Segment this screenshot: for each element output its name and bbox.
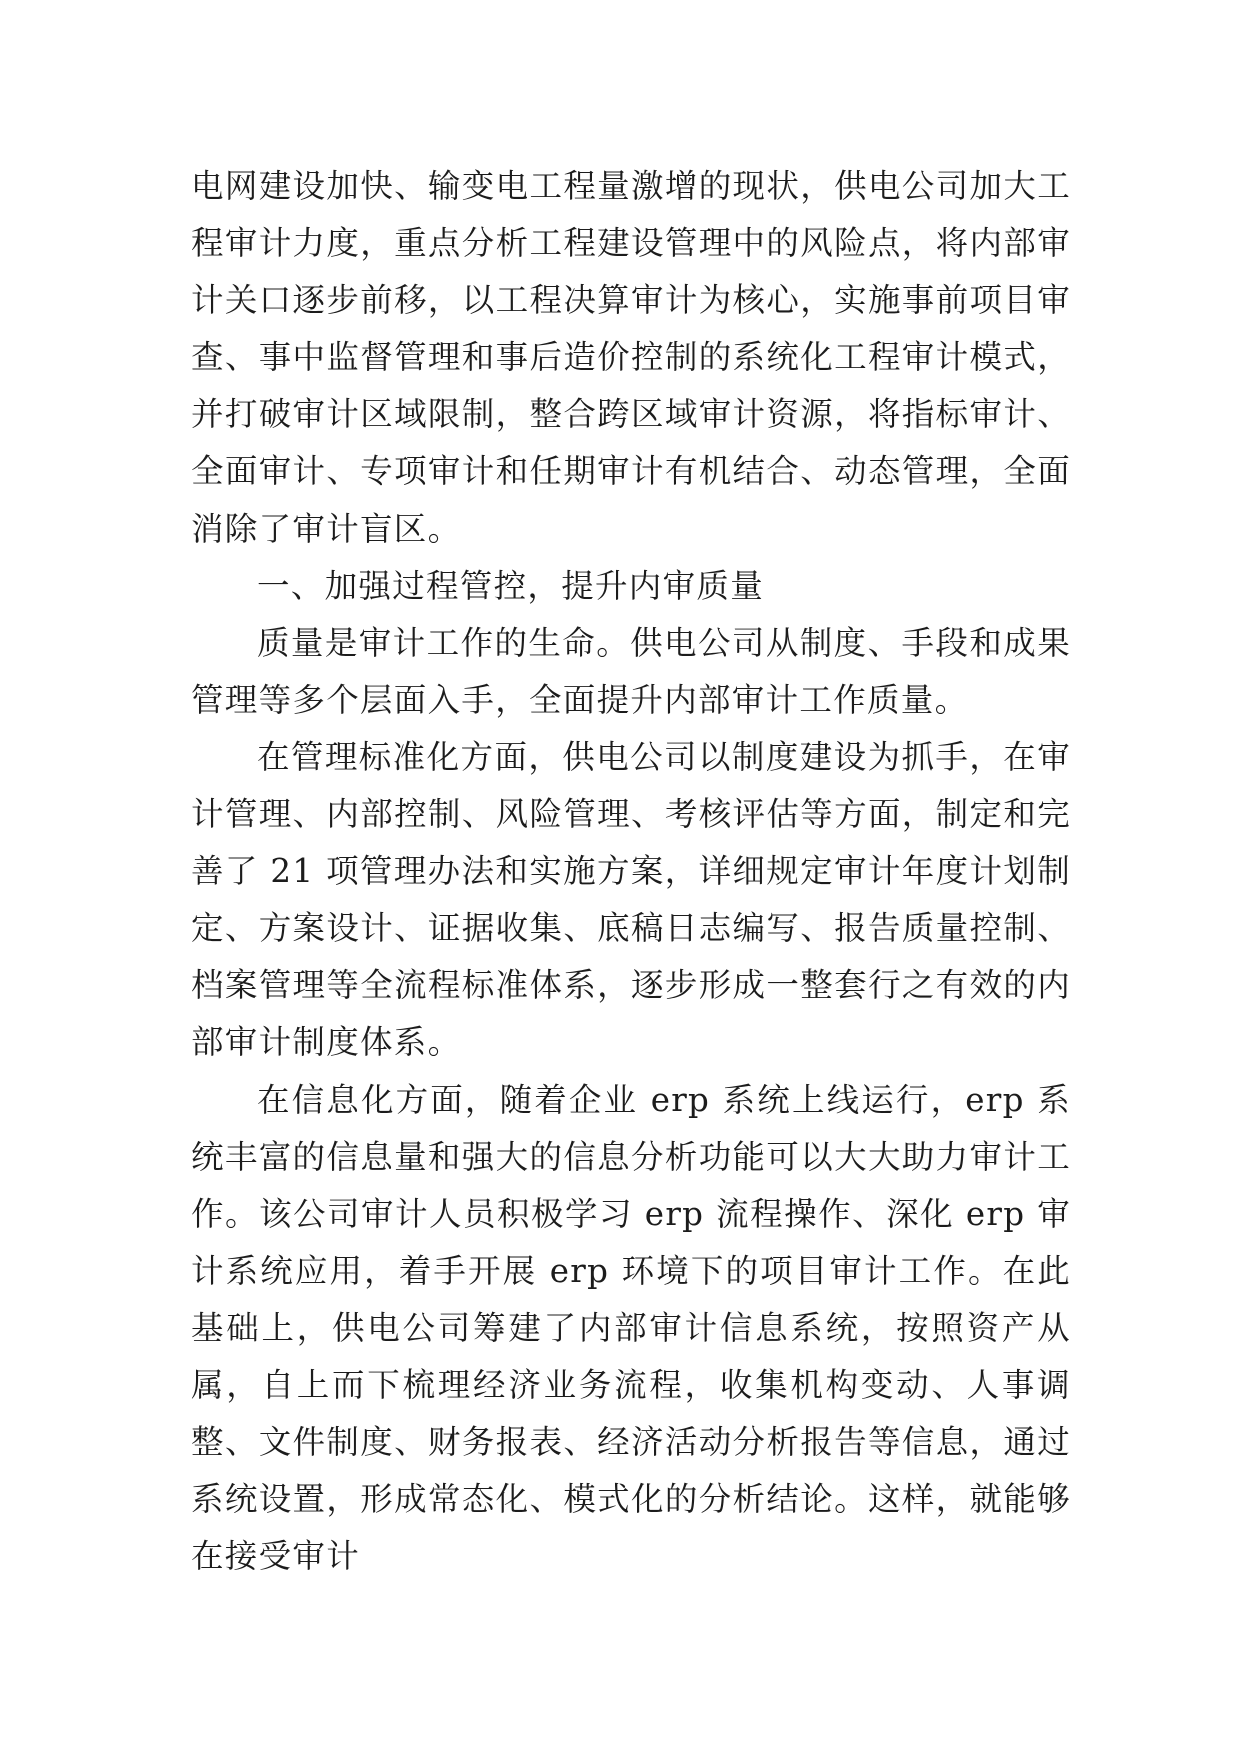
paragraph-standardization: 在管理标准化方面，供电公司以制度建设为抓手，在审计管理、内部控制、风险管理、考核评估等方面，制定和完善了 21 项管理办法和实施方案，详细规定审计年度计划制定、方案设计、证据收集、底稿日志编写、报告质量控制、档案管理等全流程标准体系，逐步形成一整套行之有效的内部审计制度体系。 bbox=[191, 737, 1071, 1062]
paragraph-informatization: 在信息化方面，随着企业 erp 系统上线运行，erp 系统丰富的信息量和强大的信息分析功能可以大大助力审计工作。该公司审计人员积极学习 erp 流程操作、深化 erp 审计系统应用，着手开展 erp 环境下的项目审计工作。在此基础上，供电公司筹建了内部审计信息系统，按照资产从属，自上而下梳理经济业务流程，收集机构变动、人事调整、文件制度、财务报表、经济活动分析报告等信息，通过系统设置，形成常态化、模式化的分析结论。这样，就能够在接受审计 bbox=[191, 1080, 1071, 1576]
section-heading: 一、加强过程管控，提升内审质量 bbox=[257, 566, 765, 605]
paragraph-quality: 质量是审计工作的生命。供电公司从制度、手段和成果管理等多个层面入手，全面提升内部审计工作质量。 bbox=[191, 623, 1071, 719]
body-text bbox=[191, 158, 1071, 1585]
paragraph-continued: 电网建设加快、输变电工程量激增的现状，供电公司加大工程审计力度，重点分析工程建设管理中的风险点，将内部审计关口逐步前移，以工程决算审计为核心，实施事前项目审查、事中监督管理和事后造价控制的系统化工程审计模式，并打破审计区域限制，整合跨区域审计资源，将指标审计、全面审计、专项审计和任期审计有机结合、动态管理，全面消除了审计盲区。 bbox=[191, 167, 1071, 548]
